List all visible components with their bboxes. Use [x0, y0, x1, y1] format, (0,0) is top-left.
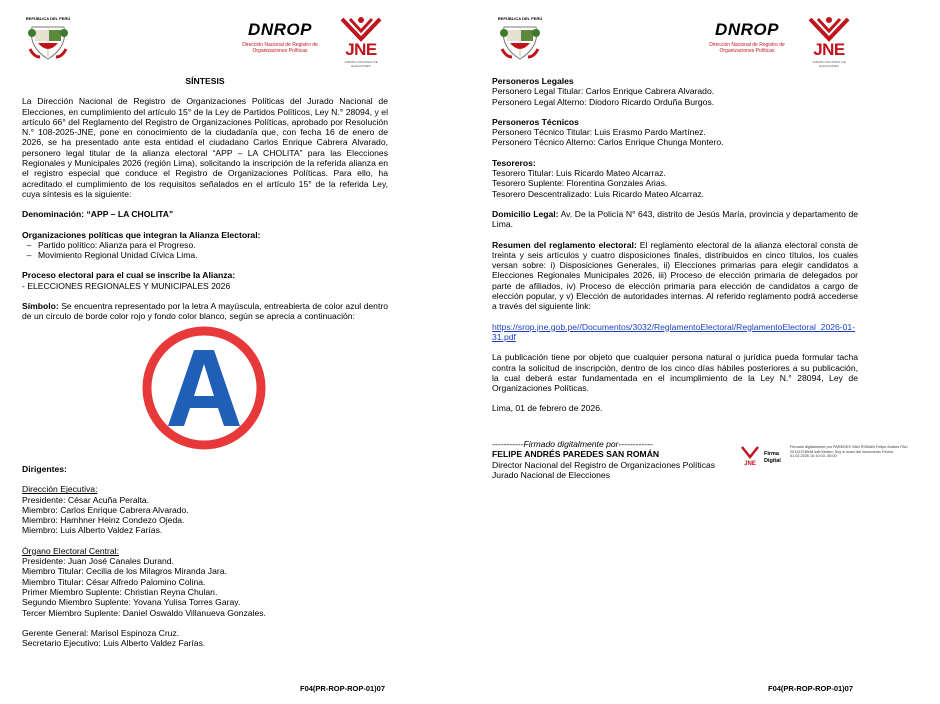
firma-label-1: Firma: [764, 451, 779, 457]
tesorero-item: Tesorero Descentralizado: Luis Ricardo Mateo Alcarraz.: [492, 188, 705, 199]
firma-detail: Firmado digitalmente por PAREDES SAN ROMAN Felipe Andres FAU 20131378548 soft Motivo: Soy el autor del documento Fecha: 01.02.2026 10:10:03 -05:00: [790, 445, 908, 459]
secretario-ejecutivo: Secretario Ejecutivo: Luis Alberto Valdez Farías.: [22, 638, 206, 649]
org-item-text: Movimiento Regional Unidad Cívica Lima.: [38, 250, 198, 261]
denominacion: Denominación: “APP – LA CHOLITA”: [22, 209, 174, 220]
domicilio-paragraph: [492, 209, 858, 230]
reglamento-link-paragraph: [492, 322, 858, 343]
jne-emblem-icon: [336, 15, 386, 43]
reglamento-link[interactable]: https://srop.jne.gob.pe//Documentos/3032/ReglamentoElectoral/ReglamentoElectoral_2026-01-31.pdf: [492, 321, 856, 342]
firma-label-2: Digital: [764, 458, 781, 464]
cargo-line-2: Jurado Nacional de Elecciones: [492, 469, 610, 480]
organo-item: Presidente: Juan José Canales Durand.: [22, 556, 174, 567]
tesorero-item: Tesorero Titular: Luis Ricardo Mateo Alcarraz.: [492, 168, 666, 179]
organo-item: Segundo Miembro Suplente: Yovana Yulisa Torres Garay.: [22, 597, 241, 608]
simbolo-paragraph: [22, 301, 388, 322]
right-body: [492, 76, 858, 414]
jne-emblem-icon: [804, 15, 854, 43]
personero-tecnico-item: Personero Técnico Alterno: Carlos Enrique Chunga Montero.: [492, 137, 724, 148]
left-body-lower: [22, 464, 388, 648]
firma-label: [764, 451, 781, 465]
jne-logo: [336, 15, 386, 67]
peru-coat-of-arms: [492, 16, 548, 66]
dnrop-subtitle-2: Organizaciones Políticas: [719, 48, 775, 54]
dnrop-logo: [692, 20, 802, 54]
dnrop-subtitle-2: Organizaciones Políticas: [252, 48, 308, 54]
jne-logo: [804, 15, 854, 67]
domicilio-text: Av. De la Policía N° 643, distrito de Jesús María, provincia y departamento de Lima.: [492, 208, 859, 230]
simbolo-label: Símbolo:: [22, 301, 59, 312]
jne-caption: JURADO NACIONAL DE ELECCIONES: [344, 60, 378, 68]
org-item: – Partido político: Alianza para el Progreso.: [26, 239, 196, 250]
domicilio-label: Domicilio Legal:: [492, 208, 559, 219]
proceso-value: - ELECCIONES REGIONALES Y MUNICIPALES 2026: [22, 280, 231, 291]
cargo-line-1: Director Nacional del Registro de Organizaciones Políticas: [492, 459, 716, 470]
shield-icon: [28, 21, 68, 63]
firma-jne: JNE: [744, 461, 756, 467]
dnrop-title: DNROP: [715, 20, 779, 39]
digital-signature-stamp: [738, 445, 908, 471]
tesorero-item: Tesorero Suplente: Florentina Gonzales Arias.: [492, 178, 668, 189]
resumen-paragraph: [492, 240, 858, 312]
intro-paragraph: La Dirección Nacional de Registro de Organizaciones Políticas del Jurado Nacional de Elecciones, en cumplimiento del artículo 15° de la Ley de Partidos Políticos, Ley N.° 28094, y el artículo 66° del Reglamento del Registro de Organizaciones Políticas, aprobado por Resolución N.° 108-2025-JNE, pone en conocimiento de la ciudadanía que, con fecha 16 de enero de 2026, se ha presentado ante esta entidad el ciudadano Carlos Enrique Cabrera Alvarado, personero legal titular de la alianza electoral “APP – LA CHOLITA” para las Elecciones Regionales y Municipales 2026 (región Lima), solicitando la inscripción de la referida alianza en el registro especial que conduce el Registro de Organizaciones Políticas. Para ello, ha acreditado el cumplimiento de los requisitos señalados en el artículo 15° de la referida Ley, cuya síntesis es la siguiente:: [22, 96, 388, 199]
jne-text: JNE: [345, 40, 377, 59]
publicacion-paragraph: La publicación tiene por objeto que cualquier persona natural o jurídica pueda formular tacha contra la solicitud de inscripción, dentro de los cinco días hábiles posteriores a su publicación, la cual deberá estar fundamentada en el incumplimiento de la Ley N.° 28094, Ley de Organizaciones Políticas.: [492, 352, 858, 394]
dnrop-subtitle-1: Dirección Nacional de Registro de: [242, 42, 318, 48]
shield-caption: REPÚBLICA DEL PERÚ: [497, 16, 543, 21]
resumen-text: El reglamento electoral de la alianza electoral consta de treinta y seis artículos y cuatro disposiciones finales, distribuidos en cinco títulos, los cuales versan sobre: i) Disposiciones Generales, ii) Elecciones primarias para elegir candidatos a Elecciones Regionales Municipales 2026, iii) Proceso de elección primaria de delegados por parte de afiliados, iv) Proceso de elección primaria para elección de candidatos a cargo de elección popular, y v) Elección de autoridades internas. Al referido reglamento podrá accederse a través del siguiente link:: [492, 239, 859, 312]
left-body: [22, 76, 388, 322]
peru-coat-of-arms: [20, 16, 76, 66]
dnrop-title: DNROP: [248, 20, 312, 39]
jne-stamp-icon: [740, 445, 760, 459]
direccion-label: Dirección Ejecutiva:: [22, 484, 98, 495]
dnrop-logo: [225, 20, 335, 54]
dirigentes-label: Dirigentes:: [22, 464, 67, 474]
simbolo-text: Se encuentra representado por la letra A mayúscula, entreabierta de color azul dentro de un círculo de borde color rojo y fondo color blanco, según se aprecia a continuación:: [22, 301, 388, 322]
jne-text: JNE: [813, 40, 845, 59]
tesoreros-label: Tesoreros:: [492, 157, 536, 168]
organo-item: Miembro Titular: César Alfredo Palomino Colina.: [22, 576, 206, 587]
personero-tecnico-item: Personero Técnico Titular: Luis Erasmo Pardo Martínez.: [492, 127, 706, 138]
organo-item: Miembro Titular: Cecilia de los Milagros Miranda Jara.: [22, 566, 227, 577]
jne-caption: JURADO NACIONAL DE ELECCIONES: [812, 60, 846, 68]
symbol-circle: [147, 331, 261, 445]
fecha: Lima, 01 de febrero de 2026.: [492, 403, 603, 414]
alliance-symbol: [140, 324, 268, 452]
proceso-label: Proceso electoral para el cual se inscribe la Alianza:: [22, 270, 236, 281]
org-item-text: Partido político: Alianza para el Progreso.: [38, 239, 196, 250]
footer-code: F04(PR-ROP-ROP-01)07: [768, 684, 854, 693]
direccion-item: Miembro: Carlos Enrique Cabrera Alvarado.: [22, 504, 189, 515]
organo-item: Tercer Miembro Suplente: Daniel Oswaldo Villanueva Gonzales.: [22, 607, 266, 618]
org-item: – Movimiento Regional Unidad Cívica Lima.: [26, 250, 198, 261]
page-title: SÍNTESIS: [185, 76, 225, 86]
direccion-item: Presidente: César Acuña Peralta.: [22, 494, 150, 505]
direccion-item: Miembro: Hamhner Heinz Condezo Ojeda.: [22, 515, 185, 526]
dnrop-subtitle-1: Dirección Nacional de Registro de: [709, 42, 785, 48]
firmante-name: FELIPE ANDRÉS PAREDES SAN ROMÁN: [492, 449, 660, 460]
shield-caption: REPÚBLICA DEL PERÚ: [25, 16, 71, 21]
shield-icon: [500, 21, 540, 63]
personero-legal-item: Personero Legal Titular: Carlos Enrique Cabrera Alvarado.: [492, 86, 715, 97]
firmado-line: -----------Firmado digitalmente por------------: [492, 439, 653, 449]
footer-code: F04(PR-ROP-ROP-01)07: [300, 684, 386, 693]
resumen-label: Resumen del reglamento electoral:: [492, 239, 637, 250]
direccion-item: Miembro: Luis Alberto Valdez Farías.: [22, 525, 163, 536]
gerente-general: Gerente General: Marisol Espinoza Cruz.: [22, 627, 180, 638]
personeros-legales-label: Personeros Legales: [492, 76, 574, 86]
orgs-label: Organizaciones políticas que integran la Alianza Electoral:: [22, 229, 261, 240]
organo-label: Órgano Electoral Central:: [22, 545, 119, 556]
symbol-letter: A: [140, 324, 141, 325]
organo-item: Primer Miembro Suplente: Christian Reyna Chulan.: [22, 586, 218, 597]
page-right: [470, 0, 940, 704]
personeros-tecnicos-label: Personeros Técnicos: [492, 116, 579, 127]
personero-legal-item: Personero Legal Alterno: Diodoro Ricardo Orduña Burgos.: [492, 96, 715, 107]
